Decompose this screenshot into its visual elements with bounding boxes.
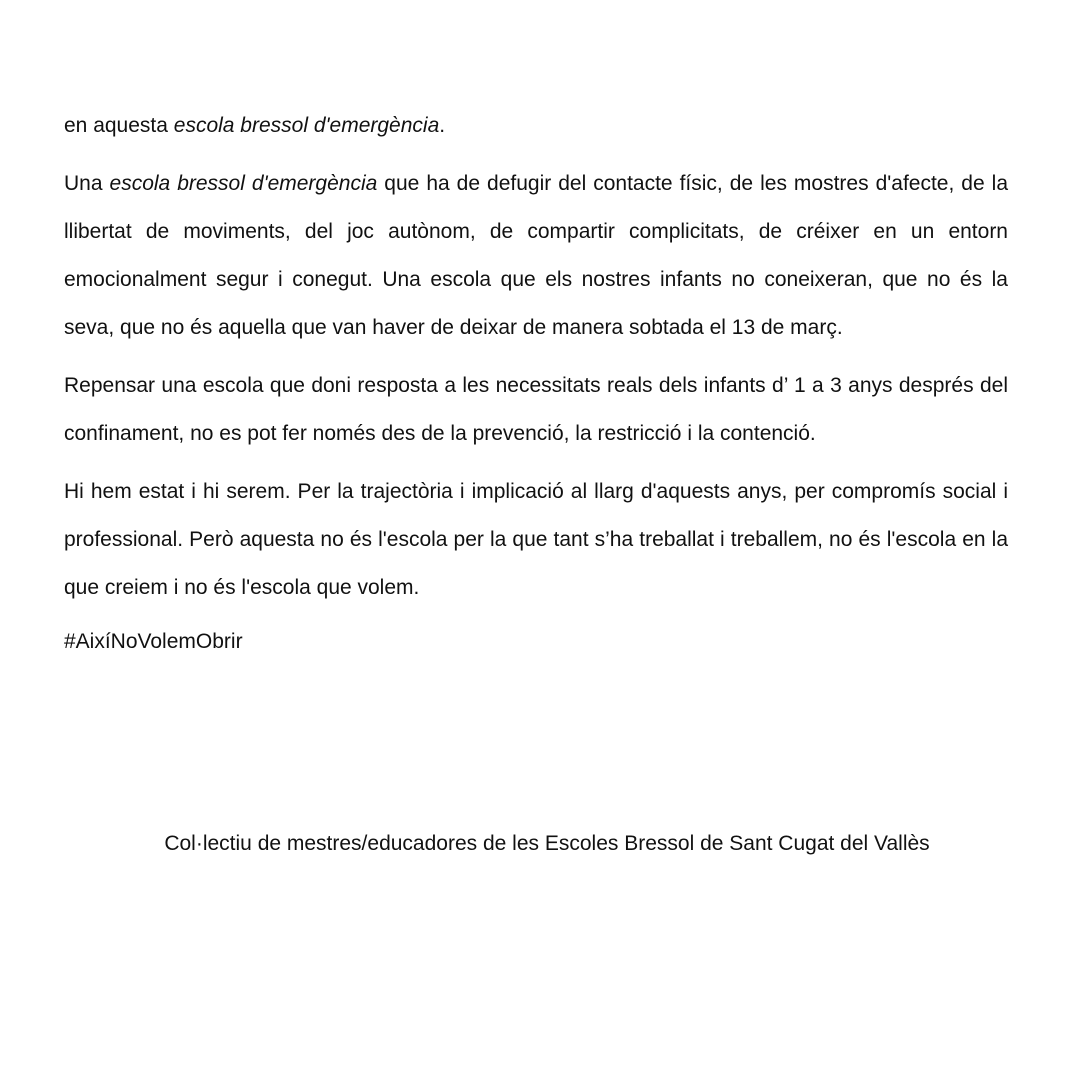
paragraph-2-text-start: Una xyxy=(64,172,110,195)
paragraph-2-text-end: que ha de defugir del contacte físic, de les mostres d'afecte, de la llibertat de moviments, del joc autònom, de compartir complicitats, de créixer en un entorn emocionalment segur i conegut. Una escola que els nostres infants no coneixeran, que no és la seva, que no és aquella que van haver de deixar de manera sobtada el 13 de març. xyxy=(64,172,1008,339)
paragraph-3: Repensar una escola que doni resposta a les necessitats reals dels infants d’ 1 a 3 anys després del confinament, no es pot fer només des de la prevenció, la restricció i la contenció. xyxy=(64,374,1008,445)
paragraph-2-emphasis: escola bressol d'emergència xyxy=(109,172,378,195)
document-body xyxy=(64,102,1008,687)
signature: Col·lectiu de mestres/educadores de les Escoles Bressol de Sant Cugat del Vallès xyxy=(164,832,930,855)
paragraph-2 xyxy=(64,160,1008,352)
hashtag: #AixíNoVolemObrir xyxy=(64,630,243,653)
paragraph-1-emphasis: escola bressol d'emergència xyxy=(173,114,440,137)
paragraph-1 xyxy=(64,102,1008,150)
paragraph-1-text-start: en aquesta xyxy=(64,114,174,137)
paragraph-1-text-end: . xyxy=(439,114,446,137)
paragraph-4: Hi hem estat i hi serem. Per la trajectòria i implicació al llarg d'aquests anys, per compromís social i professional. Però aquesta no és l'escola per la que tant s’ha treballat i treballem, no és l'escola en la que creiem i no és l'escola que volem. xyxy=(64,480,1008,599)
